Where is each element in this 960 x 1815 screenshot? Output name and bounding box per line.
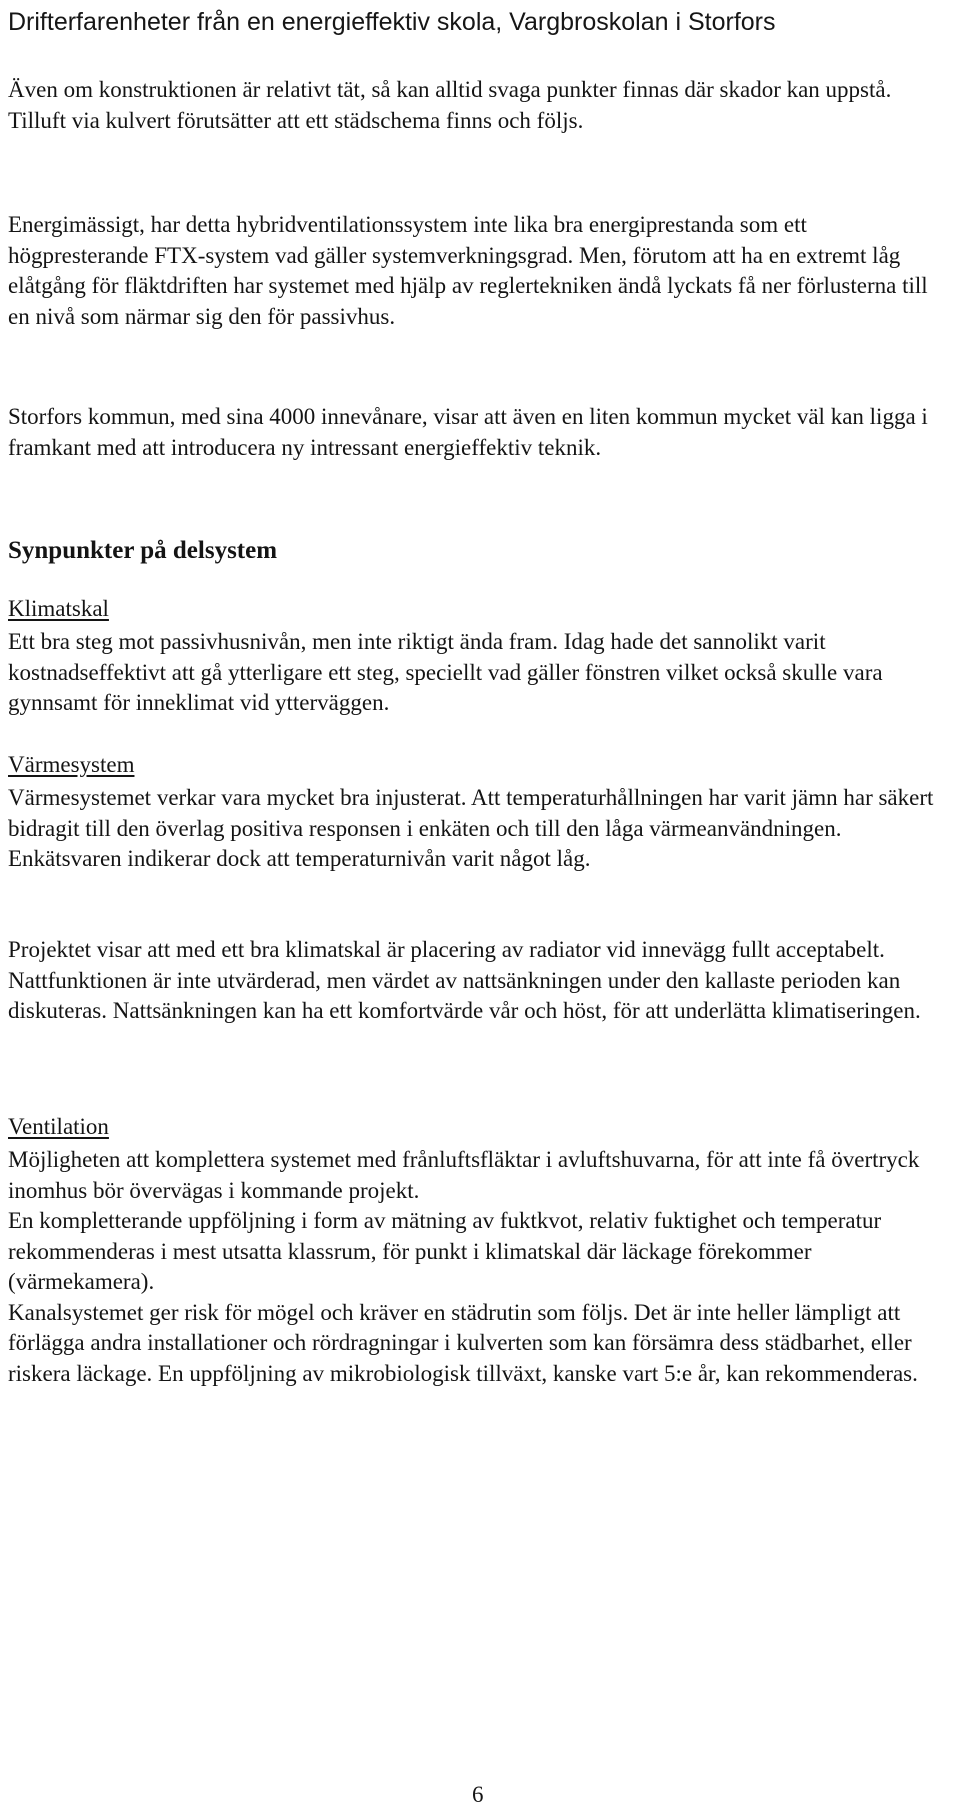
radiator-line: Projektet visar att med ett bra klimatskal är placering av radiator vid innevägg fullt acceptabelt. (8, 937, 885, 962)
intro-line-weak-points: Även om konstruktionen är relativt tät, så kan alltid svaga punkter finnas där skador kan uppstå. (8, 77, 892, 102)
klimatskal-paragraph: Ett bra steg mot passivhusnivån, men inte riktigt ända fram. Idag hade det sannolikt varit kostnadseffektivt att gå ytterligare ett steg, speciellt vad gäller fönstren vilket också skulle vara gynnsamt för inneklimat vid ytterväggen. (8, 629, 883, 715)
varmesystem-heading: Värmesystem (8, 752, 135, 777)
duct-system-line: Kanalsystemet ger risk för mögel och kräver en städrutin som följs. Det är inte heller lämpligt att förlägga andra installationer och rördragningar i kulverten som kan försämra dess städbarhet, eller riskera läckage. En uppföljning av mikrobiologisk tillväxt, kanske vart 5:e år, kan rekommenderas. (8, 1299, 918, 1386)
energy-paragraph: Energimässigt, har detta hybridventilationssystem inte lika bra energiprestanda som ett högpresterande FTX-system vad gäller systemverkningsgrad. Men, förutom att ha en extremt låg elåtgång för fläktdriften har systemet med hjälp av reglertekniken ändå lyckats få ner förlusterna till en nivå som närmar sig den för passivhus. (8, 212, 928, 329)
ventilation-heading: Ventilation (8, 1114, 109, 1139)
section-title: Synpunkter på delsystem (8, 537, 278, 564)
storfors-paragraph: Storfors kommun, med sina 4000 innevånare, visar att även en liten kommun mycket väl kan ligga i framkant med att introducera ny intressant energieffektiv teknik. (8, 404, 928, 460)
klimatskal-heading: Klimatskal (8, 596, 109, 621)
intro-paragraph (8, 75, 952, 136)
intro-line-cleaning-schedule: Tilluft via kulvert förutsätter att ett städschema finns och följs. (8, 107, 584, 133)
page-number: 6 (472, 1782, 484, 1807)
ventilation-paragraph (8, 1145, 952, 1389)
ventilation-fans-line: Möjligheten att komplettera systemet med frånluftsfläktar i avluftshuvarna, för att inte få övertryck inomhus bör övervägas i kommande projekt. (8, 1147, 920, 1203)
radiator-paragraph (8, 935, 952, 1027)
night-function-line: Nattfunktionen är inte utvärderad, men värdet av nattsänkningen under den kallaste perioden kan diskuteras. Nattsänkningen kan ha ett komfortvärde vår och höst, för att underlätta klimatiseringen. (8, 967, 921, 1023)
moisture-followup-line: En kompletterande uppföljning i form av mätning av fuktkvot, relativ fuktighet och temperatur rekommenderas i mest utsatta klassrum, för punkt i klimatskal där läckage förekommer (värmekamera). (8, 1208, 882, 1294)
page-header-title: Drifterfarenheter från en energieffektiv skola, Vargbroskolan i Storfors (8, 8, 776, 36)
varmesystem-paragraph: Värmesystemet verkar vara mycket bra injusterat. Att temperaturhållningen har varit jämn har säkert bidragit till den överlag positiva responsen i enkäten och till den låga värmeanvändningen. Enkätsvaren indikerar dock att temperaturnivån varit något låg. (8, 785, 934, 871)
